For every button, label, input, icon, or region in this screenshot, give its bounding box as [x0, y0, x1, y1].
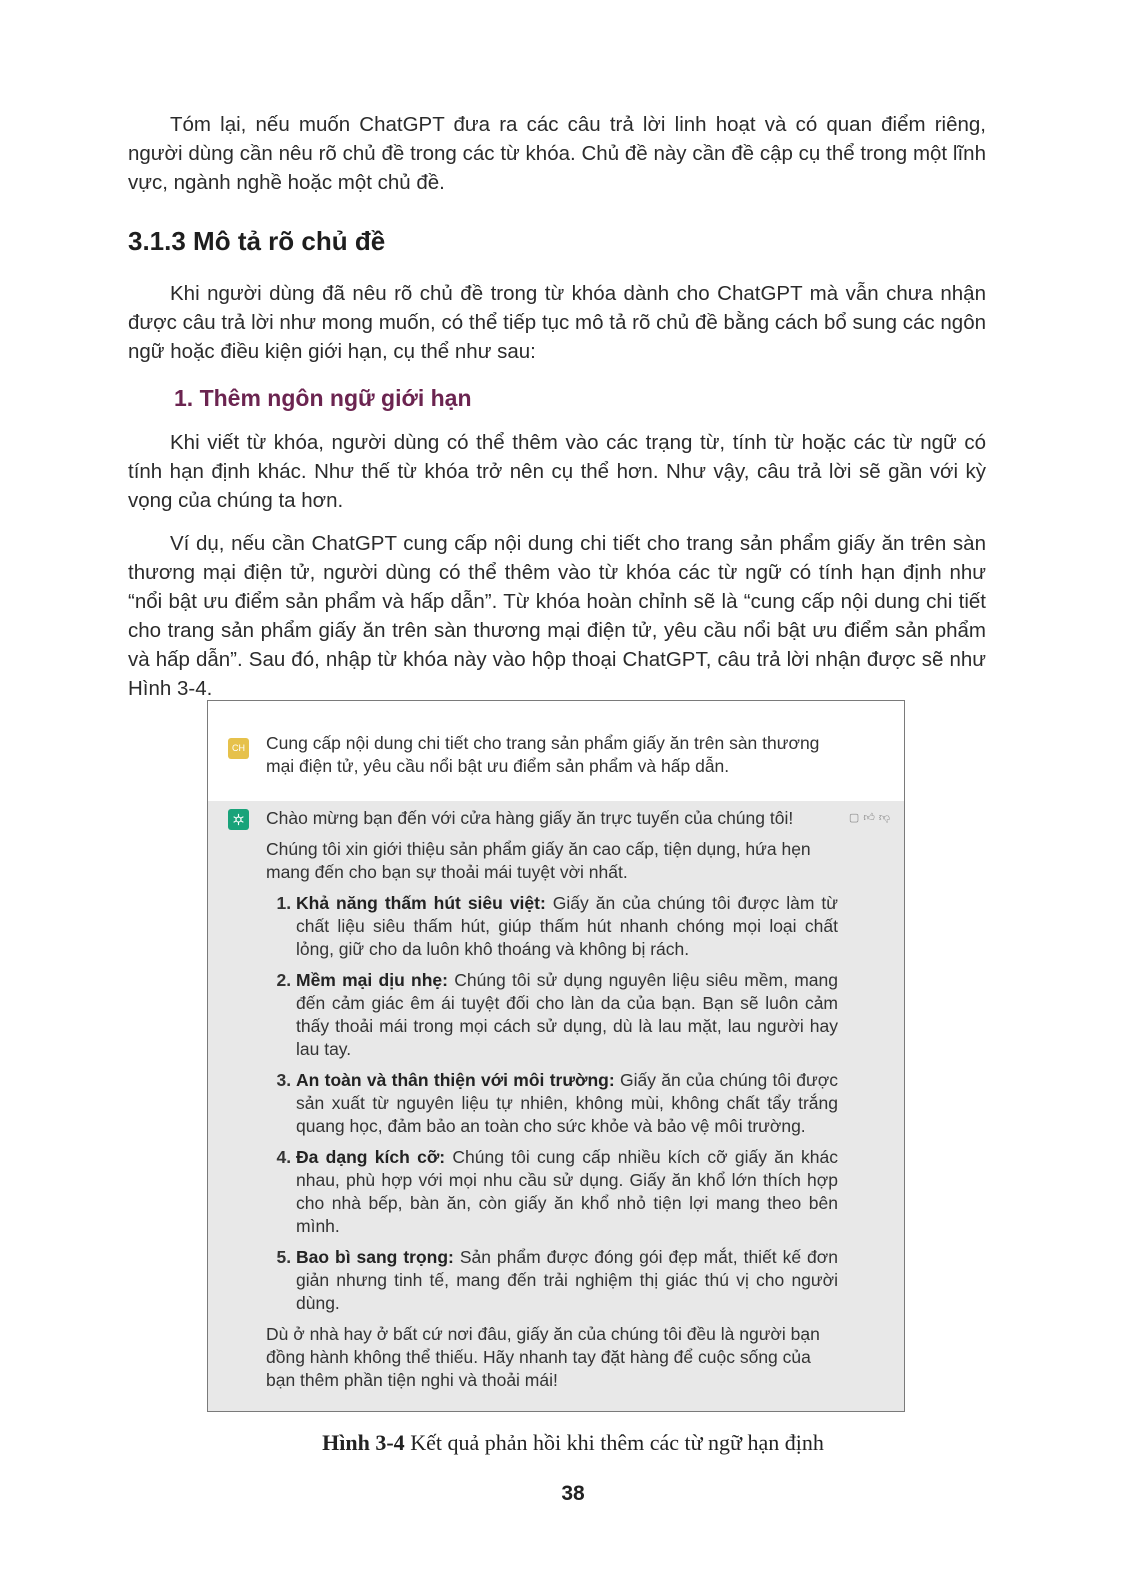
list-item-title: Khả năng thấm hút siêu việt:	[296, 893, 546, 913]
list-item	[296, 1069, 838, 1138]
list-item-title: Bao bì sang trọng:	[296, 1247, 454, 1267]
assistant-answer-row	[208, 801, 904, 1411]
answer-intro: Chúng tôi xin giới thiệu sản phẩm giấy ăn cao cấp, tiện dụng, hứa hẹn mang đến cho bạn sự thoải mái tuyệt vời nhất.	[266, 839, 811, 882]
user-prompt-text: Cung cấp nội dung chi tiết cho trang sản phẩm giấy ăn trên sàn thương mại điện tử, yêu cầu nổi bật ưu điểm sản phẩm và hấp dẫn.	[266, 733, 820, 776]
copy-icon[interactable]: ▢	[848, 812, 860, 824]
list-item-text: Chúng tôi cung cấp nhiều kích cỡ giấy ăn khác nhau, phù hợp với mọi nhu cầu sử dụng. Giấy ăn khổ lớn thích hợp cho nhà bếp, bàn ăn, còn giấy ăn khổ nhỏ tiện lợi mang theo bên mình.	[296, 1147, 838, 1236]
page-number: 38	[561, 1482, 585, 1505]
assistant-answer-text	[266, 807, 838, 1400]
list-item	[296, 892, 838, 961]
figure-caption	[0, 1430, 1146, 1456]
list-item	[296, 1146, 838, 1238]
paragraph-explanation: Khi viết từ khóa, người dùng có thể thêm vào các trạng từ, tính từ hoặc các từ ngữ có tính hạn định khác. Như thế từ khóa trở nên cụ thể hơn. Như vậy, câu trả lời sẽ gần với kỳ vọng của chúng ta hơn.	[128, 431, 986, 512]
caption-label: Hình 3-4	[322, 1430, 405, 1455]
thumbs-up-icon[interactable]: 👍︎	[863, 812, 875, 824]
answer-feature-list	[266, 892, 838, 1315]
answer-greeting: Chào mừng bạn đến với cửa hàng giấy ăn trực tuyến của chúng tôi!	[266, 808, 794, 828]
chatgpt-screenshot-figure	[207, 700, 905, 1412]
list-item	[296, 969, 838, 1061]
user-avatar: CH	[228, 738, 249, 759]
answer-outro: Dù ở nhà hay ở bất cứ nơi đâu, giấy ăn của chúng tôi đều là người bạn đồng hành không thể thiếu. Hãy nhanh tay đặt hàng để cuộc sống của bạn thêm phần tiện nghi và thoải mái!	[266, 1324, 820, 1390]
paragraph-intro: Khi người dùng đã nêu rõ chủ đề trong từ khóa dành cho ChatGPT mà vẫn chưa nhận được câu trả lời như mong muốn, có thể tiếp tục mô tả rõ chủ đề bằng cách bổ sung các ngôn ngữ hoặc điều kiện giới hạn, cụ thể như sau:	[128, 282, 986, 363]
chatgpt-logo-icon	[228, 809, 249, 830]
caption-text: Kết quả phản hồi khi thêm các từ ngữ hạn định	[404, 1430, 824, 1455]
paragraph-example: Ví dụ, nếu cần ChatGPT cung cấp nội dung chi tiết cho trang sản phẩm giấy ăn trên sàn thương mại điện tử, người dùng có thể thêm vào từ khóa các từ ngữ có tính hạn định như “nổi bật ưu điểm sản phẩm và hấp dẫn”. Từ khóa hoàn chỉnh sẽ là “cung cấp nội dung chi tiết cho trang sản phẩm giấy ăn trên sàn thương mại điện tử, yêu cầu nổi bật ưu điểm sản phẩm và hấp dẫn”. Sau đó, nhập từ khóa này vào hộp thoại ChatGPT, câu trả lời nhận được sẽ như Hình 3-4.	[128, 532, 986, 700]
feedback-icons	[849, 811, 890, 824]
list-item-text: Giấy ăn của chúng tôi được sản xuất từ nguyên liệu tự nhiên, không mùi, không chất tẩy trắng quang học, đảm bảo an toàn cho sức khỏe và bảo vệ môi trường.	[296, 1070, 838, 1136]
list-item-text: Sản phẩm được đóng gói đẹp mắt, thiết kế đơn giản nhưng tinh tế, mang đến trải nghiệm thị giác thú vị cho người dùng.	[296, 1247, 838, 1313]
subsection-heading: 1. Thêm ngôn ngữ giới hạn	[174, 385, 472, 411]
list-item	[296, 1246, 838, 1315]
list-item-text: Giấy ăn của chúng tôi được làm từ chất liệu siêu thấm hút, giúp thấm hút nhanh chóng mọi loại chất lỏng, giữ cho da luôn khô thoáng và không bị rách.	[296, 893, 838, 959]
list-item-title: Mềm mại dịu nhẹ:	[296, 970, 448, 990]
user-prompt-row	[208, 701, 904, 801]
section-heading: 3.1.3 Mô tả rõ chủ đề	[128, 226, 386, 256]
paragraph-summary: Tóm lại, nếu muốn ChatGPT đưa ra các câu trả lời linh hoạt và có quan điểm riêng, người dùng cần nêu rõ chủ đề trong các từ khóa. Chủ đề này cần đề cập cụ thể trong một lĩnh vực, ngành nghề hoặc một chủ đề.	[128, 113, 986, 194]
list-item-text: Chúng tôi sử dụng nguyên liệu siêu mềm, mang đến cảm giác êm ái tuyệt đối cho làn da của bạn. Bạn sẽ luôn cảm thấy thoải mái trong mọi cách sử dụng, dù là lau mặt, lau người hay lau tay.	[296, 970, 838, 1059]
list-item-title: An toàn và thân thiện với môi trường:	[296, 1070, 615, 1090]
thumbs-down-icon[interactable]: 👎︎	[878, 812, 890, 824]
list-item-title: Đa dạng kích cỡ:	[296, 1147, 446, 1167]
